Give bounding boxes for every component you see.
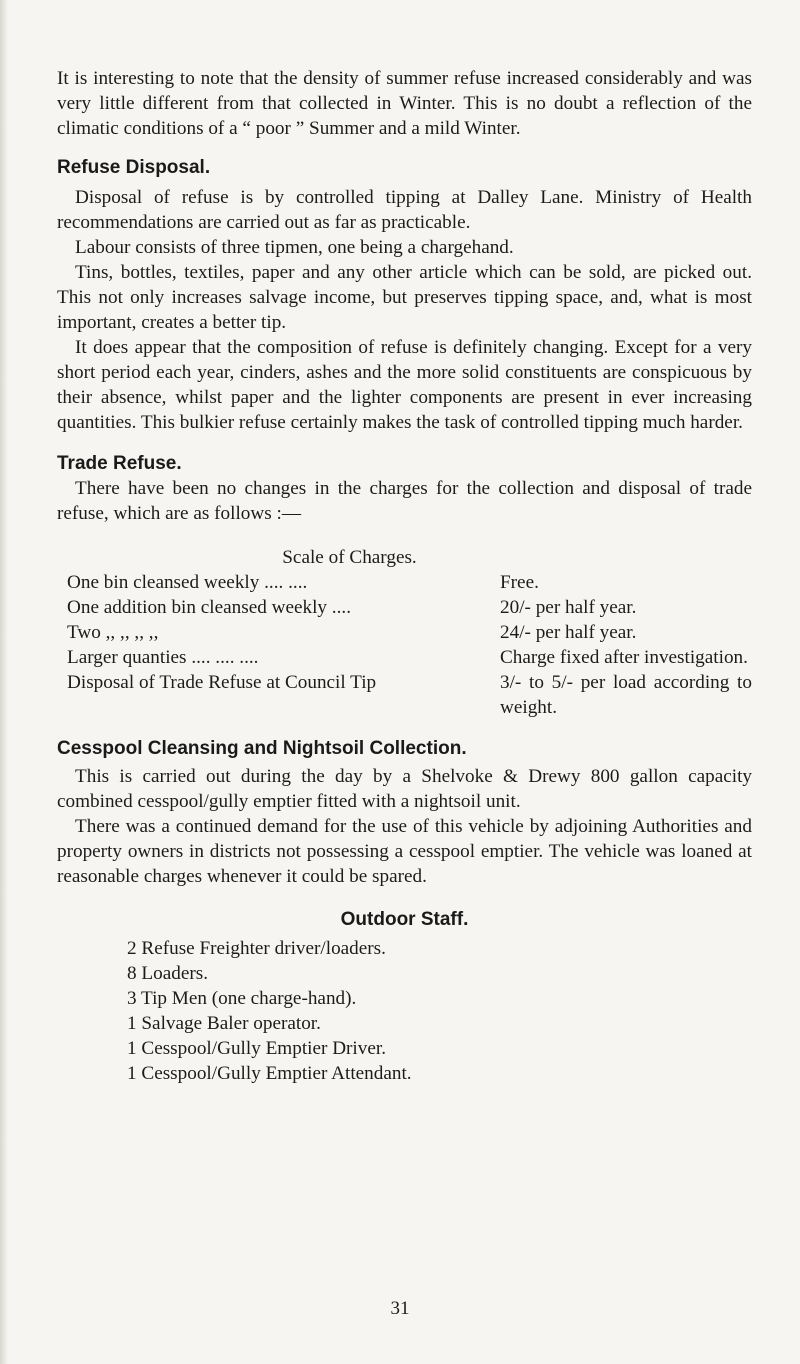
- list-item: 1 Salvage Baler operator.: [127, 1013, 321, 1034]
- table-row: [67, 570, 752, 595]
- charge-item: One addition bin cleansed weekly ....: [67, 597, 351, 618]
- cesspool-section: [57, 736, 752, 889]
- table-row: [67, 670, 752, 720]
- charge-value: 24/- per half year.: [500, 622, 637, 643]
- list-item: 8 Loaders.: [127, 963, 208, 984]
- outdoor-staff-section: [57, 907, 752, 1086]
- charge-value: Free.: [500, 572, 539, 593]
- table-row: [67, 595, 752, 620]
- table-row: [67, 645, 752, 670]
- cesspool-paragraph: There was a continued demand for the use of this vehicle by adjoining Authorities and property owners in districts not possessing a cesspool emptier. The vehicle was loaned at reasonable charges whenever it could be spared.: [57, 816, 752, 887]
- trade-refuse-section: [57, 451, 752, 720]
- charge-item: Disposal of Trade Refuse at Council Tip: [67, 672, 377, 693]
- scale-of-charges-title: Scale of Charges.: [282, 547, 417, 568]
- page-number: 31: [390, 1298, 410, 1319]
- cesspool-heading: Cesspool Cleansing and Nightsoil Collection.: [57, 738, 467, 759]
- refuse-disposal-paragraph: Tins, bottles, textiles, paper and any other article which can be sold, are picked out. This not only increases salvage income, but preserves tipping space, and, what is most important, creates a better tip.: [57, 262, 752, 333]
- charge-item: One bin cleansed weekly .... ....: [67, 572, 308, 593]
- trade-refuse-heading: Trade Refuse.: [57, 453, 182, 474]
- cesspool-paragraph: This is carried out during the day by a Shelvoke & Drewy 800 gallon capacity combined cesspool/gully emptier fitted with a nightsoil unit.: [57, 766, 752, 812]
- refuse-disposal-paragraph: It does appear that the composition of refuse is definitely changing. Except for a very short period each year, cinders, ashes and the more solid constituents are conspicuous by their absence, whilst paper and the lighter components are present in ever increasing quantities. This bulkier refuse certainly makes the task of controlled tipping much harder.: [57, 337, 752, 433]
- staff-list: [127, 936, 752, 1086]
- charge-item: Two ,, ,, ,, ,,: [67, 622, 159, 643]
- charge-value: Charge fixed after investigation.: [500, 647, 748, 668]
- charges-table: [67, 570, 752, 720]
- list-item: 1 Cesspool/Gully Emptier Driver.: [127, 1038, 387, 1059]
- table-row: [67, 620, 752, 645]
- refuse-disposal-paragraph: Disposal of refuse is by controlled tipping at Dalley Lane. Ministry of Health recommendations are carried out as far as practicable.: [57, 187, 752, 233]
- charge-value: 20/- per half year.: [500, 597, 637, 618]
- page-edge-shadow: [0, 0, 8, 1364]
- list-item: 2 Refuse Freighter driver/loaders.: [127, 938, 386, 959]
- refuse-disposal-section: [57, 155, 752, 435]
- trade-refuse-paragraph: There have been no changes in the charges for the collection and disposal of trade refuse, which are as follows :—: [57, 478, 752, 524]
- intro-paragraph: It is interesting to note that the density of summer refuse increased considerably and was very little different from that collected in Winter. This is no doubt a reflection of the climatic conditions of a “ poor ” Summer and a mild Winter.: [57, 68, 752, 139]
- charge-value: 3/- to 5/- per load according to weight.: [500, 672, 752, 718]
- charge-item: Larger quanties .... .... ....: [67, 647, 259, 668]
- refuse-disposal-paragraph: Labour consists of three tipmen, one being a chargehand.: [75, 237, 514, 258]
- refuse-disposal-heading: Refuse Disposal.: [57, 157, 211, 178]
- list-item: 1 Cesspool/Gully Emptier Attendant.: [127, 1063, 412, 1084]
- outdoor-staff-heading: Outdoor Staff.: [340, 909, 469, 930]
- text-column: [57, 66, 752, 1086]
- list-item: 3 Tip Men (one charge-hand).: [127, 988, 357, 1009]
